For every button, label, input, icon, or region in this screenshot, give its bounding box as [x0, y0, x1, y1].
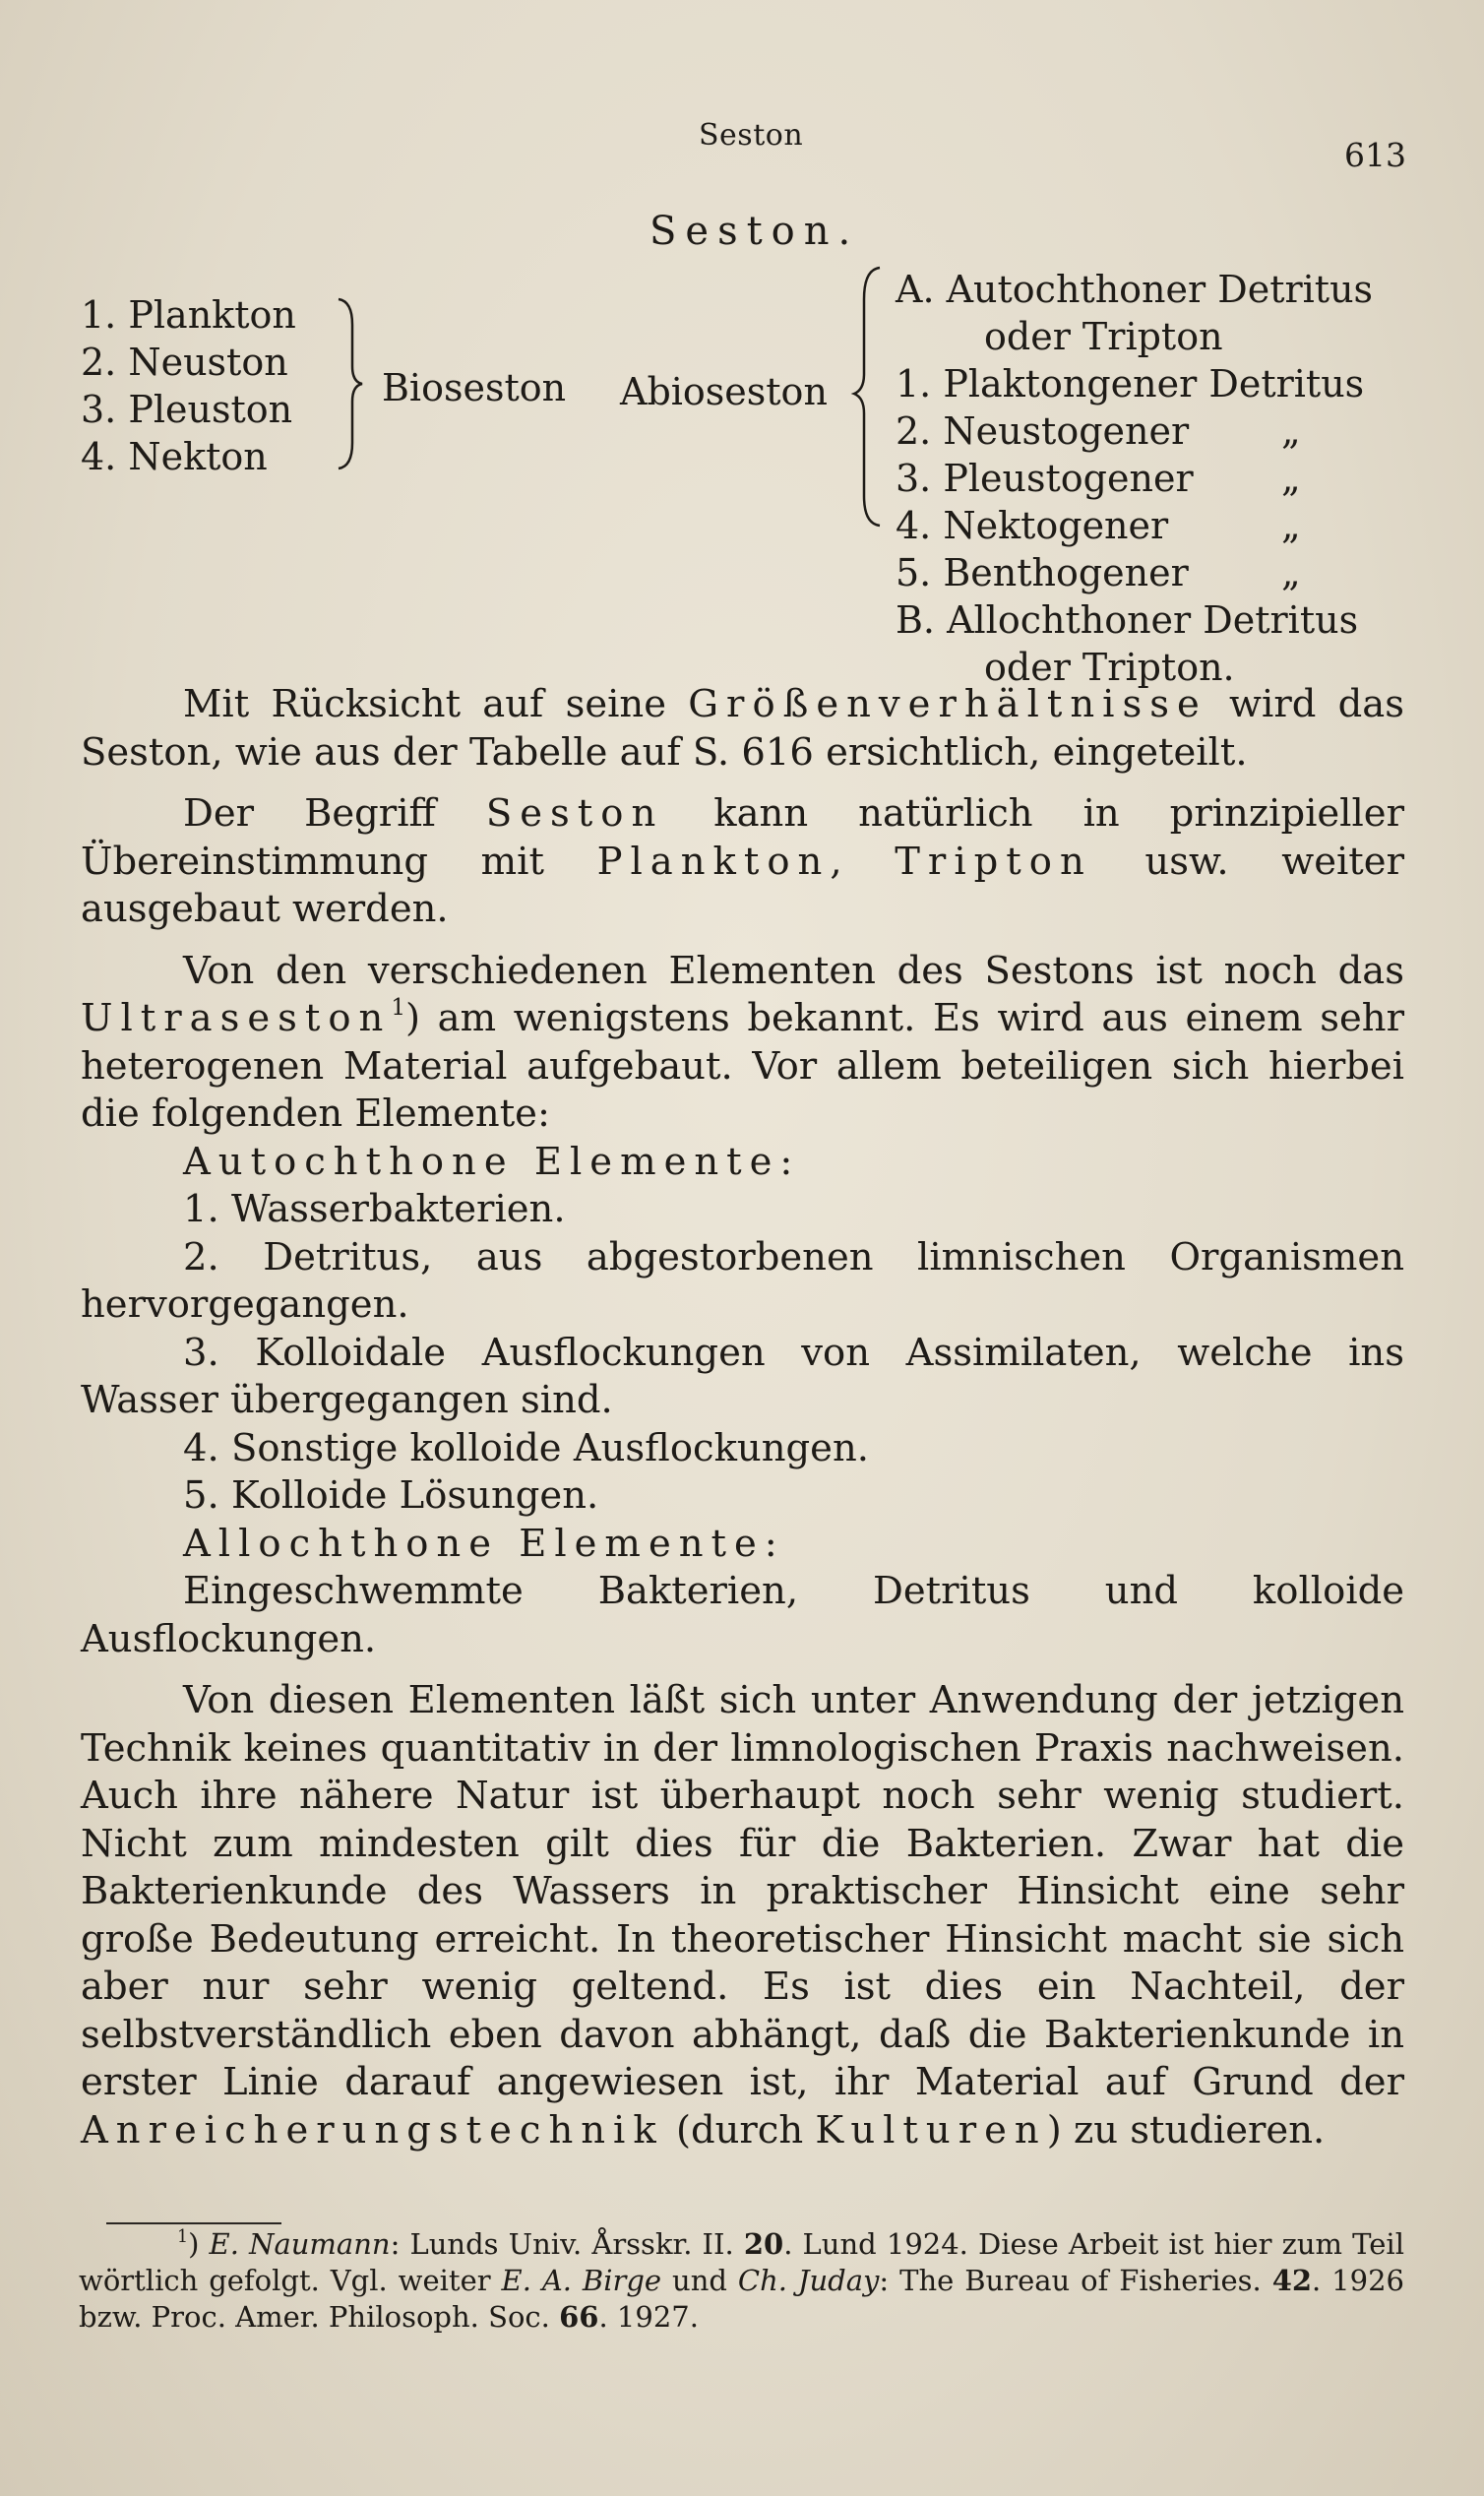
list-item: 4. Sonstige kolloide Ausflockungen. — [183, 1425, 869, 1470]
volume-number: 42 — [1271, 2264, 1313, 2297]
bioseston-label: Bioseston — [382, 366, 567, 409]
text-run: . Lund 1924. Diese Arbeit ist hier zum Teil wörtlich gefolgt. Vgl. weiter — [79, 2227, 1404, 2297]
abioseston-item — [896, 596, 1373, 644]
abioseston-item-text: 2. Neustogener — [896, 409, 1190, 453]
paragraph — [81, 681, 1404, 777]
text-run: . 1926 bzw. Proc. Amer. Philosoph. Soc. — [79, 2264, 1404, 2334]
abioseston-item — [896, 360, 1373, 407]
abioseston-label: Abioseston — [620, 370, 828, 413]
footnote-reference: 1 — [391, 994, 406, 1021]
ditto-mark: „ — [1281, 551, 1301, 594]
text-run: Von diesen Elementen läßt sich unter Anwendung der jetzigen Technik keines quantitativ in der limnologischen Praxis nachweisen. Auch ihre nähere Natur ist überhaupt noch sehr wenig studiert. Nicht zum mindesten gilt dies für die Bakterien. Zwar hat die Bakterienkunde des Wassers in praktischer Hinsicht eine sehr große Bedeutung erreicht. In theoretischer Hinsicht macht sie sich aber nur sehr wenig geltend. Es ist dies ein Nachteil, der selbstverständlich eben davon abhängt, daß die Bakterienkunde in erster Linie darauf angewiesen ist, ihr Material auf Grund der — [81, 1678, 1404, 2104]
footnote — [79, 2226, 1404, 2336]
page-number: 613 — [1344, 136, 1406, 174]
text-run: und — [661, 2264, 738, 2297]
section-title: Seston. — [649, 209, 860, 254]
ditto-mark: „ — [1281, 457, 1301, 500]
abioseston-item — [896, 502, 1373, 549]
bioseston-item: 3. Pleuston — [81, 388, 293, 431]
footnote-marker: 1 — [177, 2226, 189, 2247]
abioseston-item-text: oder Tripton. — [984, 646, 1235, 689]
author: Ch. Juday — [737, 2264, 880, 2297]
text-run: Von den verschiedenen Elementen des Sestons ist noch das — [183, 948, 1404, 993]
volume-number: 20 — [743, 2227, 784, 2261]
abioseston-list — [896, 266, 1373, 691]
left-brace-icon — [850, 264, 884, 530]
spaced-term: Seston — [485, 791, 664, 836]
author: E. A. Birge — [501, 2264, 662, 2297]
spaced-term: Kulturen — [815, 2107, 1047, 2153]
list-heading: Autochthone Elemente: — [183, 1139, 801, 1184]
abioseston-item — [896, 407, 1373, 455]
abioseston-item — [896, 549, 1373, 596]
abioseston-item-text: B. Allochthoner Detritus — [896, 598, 1359, 642]
text-run: : Lunds Univ. Årsskr. II. — [390, 2227, 744, 2261]
bioseston-item: 2. Neuston — [81, 341, 288, 384]
paragraph — [81, 1677, 1404, 2154]
text-run: usw. weiter ausgebaut werden. — [81, 839, 1404, 931]
ditto-mark: „ — [1281, 409, 1301, 453]
text-run: (durch — [663, 2107, 816, 2153]
list-item: Eingeschwemmte Bakterien, Detritus und kolloide Ausflockungen. — [81, 1569, 1404, 1661]
right-brace-icon — [335, 295, 364, 472]
spaced-term: Ultraseston — [81, 996, 392, 1040]
seston-classification-scheme — [0, 0, 1484, 689]
list-item: 5. Kolloide Lösungen. — [183, 1473, 599, 1518]
text-run: wird das Seston, wie aus der Tabelle auf S. 616 ersichtlich, eingeteilt. — [81, 682, 1404, 775]
volume-number: 66 — [559, 2300, 599, 2334]
list-heading: Allochthone Elemente: — [183, 1521, 785, 1566]
text-run: Der Begriff — [183, 791, 486, 836]
paragraph — [81, 948, 1404, 1139]
abioseston-item-text: A. Autochthoner Detritus — [896, 268, 1374, 311]
footnote-text: $^1$) E. Naumann: Lunds Univ. Årsskr. II. 20. Lund 1924. Diese Arbeit ist hier zum Teil wörtlich gefolgt. Vgl. weiter E. A. Birge und Ch. Juday: The Bureau of Fisheries. 42. 1926 bzw. Proc. Amer. Philosoph. Soc. 66. 1927. — [79, 2226, 1404, 2334]
text-run: : The Bureau of Fisheries. — [879, 2264, 1272, 2297]
ditto-mark: „ — [1281, 504, 1301, 547]
text-run: ) zu studieren. — [1046, 2107, 1326, 2153]
footnote-rule — [106, 2222, 281, 2224]
abioseston-item-text: 5. Benthogener — [896, 551, 1189, 594]
author: E. Naumann — [209, 2227, 391, 2261]
list-item: 1. Wasserbakterien. — [183, 1187, 566, 1231]
text-run: , — [830, 839, 896, 884]
bioseston-item: 4. Nekton — [81, 435, 268, 478]
text-run: . 1927. — [598, 2300, 699, 2334]
abioseston-item — [896, 313, 1373, 360]
spaced-term: Größenverhältnisse — [688, 682, 1207, 726]
abioseston-item-text: oder Tripton — [984, 315, 1223, 358]
abioseston-item — [896, 455, 1373, 502]
spaced-term: Tripton — [895, 839, 1092, 884]
bioseston-item: 1. Plankton — [81, 293, 296, 337]
list-item: 3. Kolloidale Ausflockungen von Assimilaten, welche ins Wasser übergegangen sind. — [81, 1330, 1404, 1422]
text-run: kann natürlich in prinzipieller Übereinstimmung mit — [81, 791, 1404, 884]
running-head: Seston — [699, 118, 804, 153]
spaced-term: Anreicherungstechnik — [81, 2107, 664, 2153]
text-run: ) am wenigstens bekannt. Es wird aus einem sehr heterogenen Material aufgebaut. Vor allem beteiligen sich hierbei die folgenden Elemente: — [81, 996, 1404, 1136]
abioseston-item-text: 1. Plaktongener Detritus — [896, 362, 1365, 406]
abioseston-item — [896, 266, 1373, 313]
abioseston-item-text: 4. Nektogener — [896, 504, 1169, 547]
body-text — [81, 681, 1404, 2154]
list-item: 2. Detritus, aus abgestorbenen limnischen Organismen hervorgegangen. — [81, 1234, 1404, 1327]
paragraph — [81, 790, 1404, 934]
spaced-term: Plankton — [596, 839, 831, 884]
abioseston-item-text: 3. Pleustogener — [896, 457, 1194, 500]
text-run: Mit Rücksicht auf seine — [183, 682, 689, 726]
bioseston-list — [81, 291, 296, 480]
